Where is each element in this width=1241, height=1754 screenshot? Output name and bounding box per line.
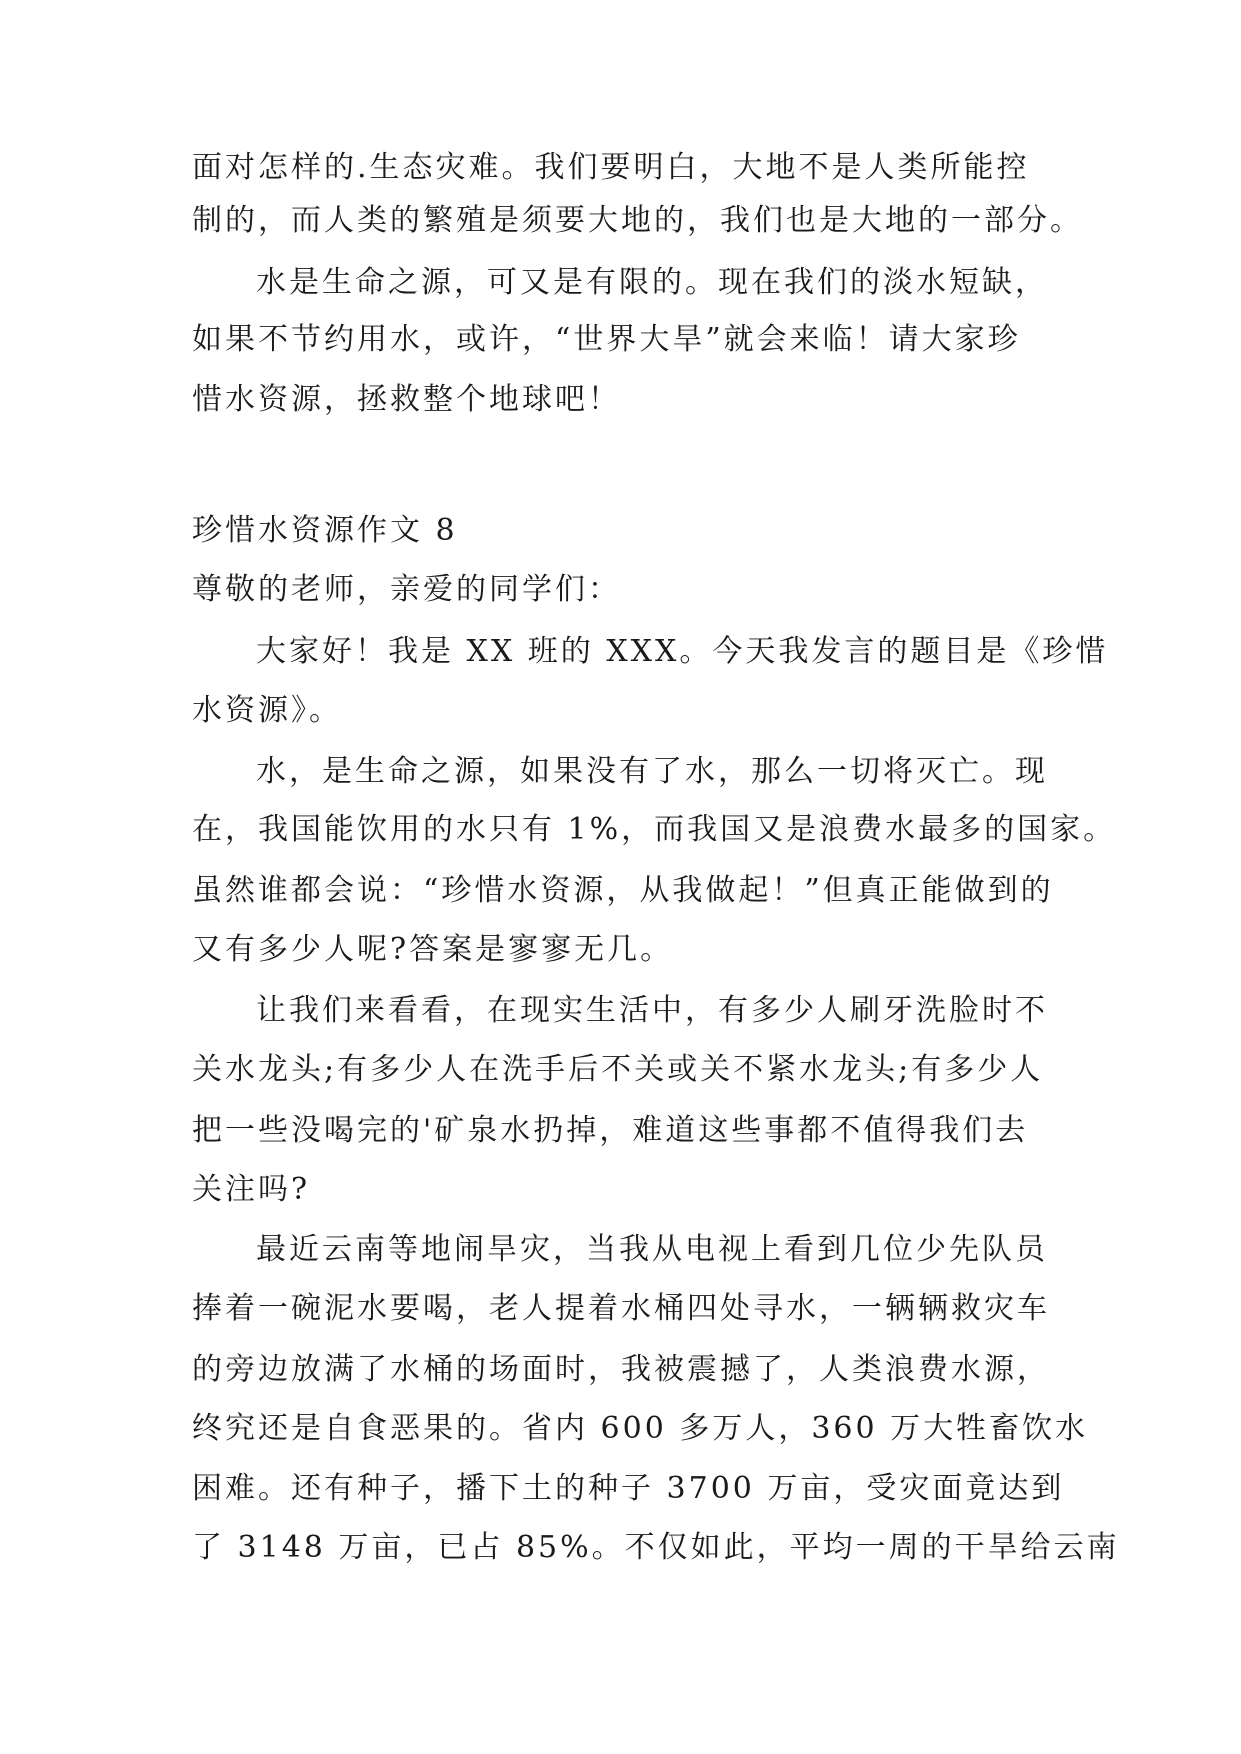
- text-line: 水，是生命之源，如果没有了水，那么一切将灭亡。现: [256, 754, 1048, 789]
- text-line: 把一些没喝完的'矿泉水扔掉，难道这些事都不值得我们去: [192, 1113, 1029, 1148]
- text-line: 终究还是自食恶果的。省内 600 多万人，360 万大牲畜饮水: [192, 1411, 1089, 1446]
- text-line: 最近云南等地闹旱灾，当我从电视上看到几位少先队员: [256, 1232, 1048, 1267]
- text-line: 关注吗?: [192, 1172, 311, 1207]
- text-line: 关水龙头;有多少人在洗手后不关或关不紧水龙头;有多少人: [192, 1052, 1044, 1087]
- text-line: 水资源》。: [192, 693, 342, 728]
- text-line: 在，我国能饮用的水只有 1%，而我国又是浪费水最多的国家。: [192, 812, 1117, 847]
- text-line: 让我们来看看，在现实生活中，有多少人刷牙洗脸时不: [256, 993, 1048, 1028]
- text-line: 了 3148 万亩，已占 85%。不仅如此，平均一周的干旱给云南: [192, 1530, 1120, 1565]
- salutation: 尊敬的老师，亲爱的同学们：: [192, 572, 621, 607]
- text-line: 又有多少人呢?答案是寥寥无几。: [192, 932, 674, 967]
- text-line: 惜水资源，拯救整个地球吧！: [192, 382, 621, 417]
- text-line: 虽然谁都会说：“珍惜水资源，从我做起！”但真正能做到的: [192, 873, 1054, 908]
- text-line: 捧着一碗泥水要喝，老人提着水桶四处寻水，一辆辆救灾车: [192, 1291, 1050, 1326]
- text-line: 大家好！我是 XX 班的 XXX。今天我发言的题目是《珍惜: [256, 634, 1109, 669]
- section-heading: 珍惜水资源作文 8: [192, 513, 458, 548]
- text-line: 制的，而人类的繁殖是须要大地的，我们也是大地的一部分。: [192, 203, 1083, 238]
- text-line: 的旁边放满了水桶的场面时，我被震撼了，人类浪费水源，: [192, 1352, 1050, 1387]
- text-line: 面对怎样的.生态灾难。我们要明白，大地不是人类所能控: [192, 150, 1030, 185]
- text-line: 水是生命之源，可又是有限的。现在我们的淡水短缺，: [256, 265, 1048, 300]
- text-line: 困难。还有种子，播下土的种子 3700 万亩，受灾面竟达到: [192, 1471, 1065, 1506]
- text-line: 如果不节约用水，或许，“世界大旱”就会来临！请大家珍: [192, 322, 1021, 357]
